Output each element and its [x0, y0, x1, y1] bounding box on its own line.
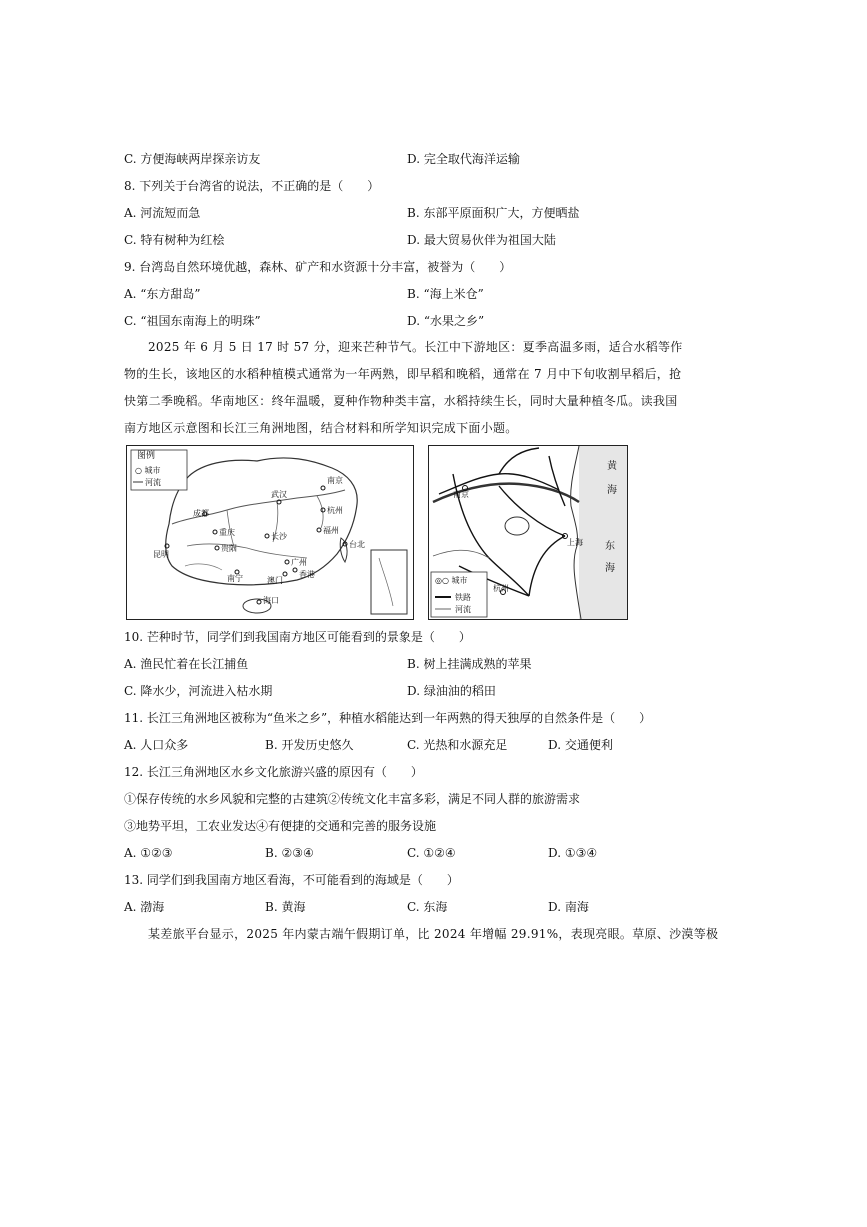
- q7-option-c: C. 方便海峡两岸探亲访友: [124, 152, 261, 166]
- city-label: 南京: [327, 476, 343, 485]
- map2-legend-city: ◎○ 城市: [435, 576, 468, 585]
- q10-option-a: A. 渔民忙着在长江捕鱼: [124, 657, 249, 671]
- q12-statement-1: ①保存传统的水乡风貌和完整的古建筑②传统文化丰富多彩，满足不同人群的旅游需求: [124, 792, 581, 806]
- q8-option-a: A. 河流短而急: [124, 206, 201, 220]
- q11-option-d: D. 交通便利: [548, 738, 613, 752]
- q12-option-d: D. ①③④: [548, 846, 598, 860]
- q11-option-b: B. 开发历史悠久: [265, 738, 354, 752]
- city-label: 香港: [299, 570, 315, 579]
- map1-legend-river: 河流: [145, 478, 161, 487]
- q13-stem: 13. 同学们到我国南方地区看海，不可能看到的海域是（ ）: [124, 873, 459, 887]
- q11-option-a: A. 人口众多: [124, 738, 189, 752]
- q9-stem: 9. 台湾岛自然环境优越，森林、矿产和水资源十分丰富，被誉为（ ）: [124, 260, 512, 274]
- city-label: 海口: [263, 596, 279, 605]
- southern-china-map-drawing: [127, 446, 413, 619]
- q12-option-a: A. ①②③: [124, 846, 173, 860]
- map1-legend-city: ○ 城市: [135, 466, 161, 475]
- city-label: 福州: [323, 526, 339, 535]
- city-label: 南京: [453, 490, 469, 499]
- city-label: 广州: [291, 558, 307, 567]
- map2-legend-rail: 铁路: [455, 593, 471, 602]
- q8-stem: 8. 下列关于台湾省的说法，不正确的是（ ）: [124, 179, 380, 193]
- q9-option-d: D. “水果之乡”: [407, 314, 485, 328]
- city-label: 贵阳: [221, 544, 237, 553]
- passage-mangzhong: 2025 年 6 月 5 日 17 时 57 分，迎来芒种节气。长江中下游地区：夏季高温多雨，适合水稻等作物的生长，该地区的水稻种植模式通常为一年两熟，即早稻和晚稻，通常在 7 月中下旬收割早稻后，抢快第二季晚稻。华南地区：终年温暖，夏种作物种类丰富，水稻持续生长，同时大量种植冬瓜。读我国南方地区示意图和长江三角洲地图，结合材料和所学知识完成下面小题。: [124, 340, 683, 435]
- q13-option-b: B. 黄海: [265, 900, 306, 914]
- sea-label: 黄: [607, 461, 617, 472]
- q8-option-c: C. 特有树种为红桧: [124, 233, 225, 247]
- q12-option-b: B. ②③④: [265, 846, 314, 860]
- q10-option-d: D. 绿油油的稻田: [407, 684, 496, 698]
- city-label: 重庆: [219, 528, 235, 537]
- yangtze-delta-map: [428, 445, 628, 620]
- map2-legend-river: 河流: [455, 605, 471, 614]
- passage-inner-mongolia: 某差旅平台显示，2025 年内蒙古端午假期订单，比 2024 年增幅 29.91%，表现亮眼。草原、沙漠等极: [148, 927, 719, 941]
- sea-label: 海: [607, 485, 617, 496]
- city-label: 南宁: [227, 574, 243, 583]
- southern-china-map: [126, 445, 414, 620]
- q11-option-c: C. 光热和水源充足: [407, 738, 508, 752]
- q13-option-d: D. 南海: [548, 900, 589, 914]
- q10-option-c: C. 降水少，河流进入枯水期: [124, 684, 273, 698]
- q13-option-a: A. 渤海: [124, 900, 165, 914]
- q10-stem: 10. 芒种时节，同学们到我国南方地区可能看到的景象是（ ）: [124, 630, 471, 644]
- city-label: 杭州: [493, 584, 509, 593]
- q12-stem: 12. 长江三角洲地区水乡文化旅游兴盛的原因有（ ）: [124, 765, 423, 779]
- city-label: 上海: [567, 538, 583, 547]
- q12-option-c: C. ①②④: [407, 846, 456, 860]
- q10-option-b: B. 树上挂满成熟的苹果: [407, 657, 532, 671]
- sea-label: 海: [605, 563, 615, 574]
- q9-option-b: B. “海上米仓”: [407, 287, 484, 301]
- city-label: 长沙: [271, 532, 287, 541]
- sea-label: 东: [605, 541, 615, 552]
- city-label: 昆明: [153, 550, 169, 559]
- q8-option-b: B. 东部平原面积广大，方便晒盐: [407, 206, 580, 220]
- q7-option-d: D. 完全取代海洋运输: [407, 152, 520, 166]
- city-label: 成都: [193, 509, 209, 518]
- city-label: 台北: [349, 540, 365, 549]
- city-label: 澳门: [267, 576, 283, 585]
- city-label: 武汉: [271, 490, 287, 499]
- q9-option-a: A. “东方甜岛”: [124, 287, 201, 301]
- q12-statement-2: ③地势平坦，工农业发达④有便捷的交通和完善的服务设施: [124, 819, 437, 833]
- city-label: 杭州: [327, 506, 343, 515]
- q13-option-c: C. 东海: [407, 900, 448, 914]
- q9-option-c: C. “祖国东南海上的明珠”: [124, 314, 261, 328]
- q11-stem: 11. 长江三角洲地区被称为“鱼米之乡”，种植水稻能达到一年两熟的得天独厚的自然条件是（ ）: [124, 711, 652, 725]
- q8-option-d: D. 最大贸易伙伴为祖国大陆: [407, 233, 556, 247]
- map1-legend-title: 图例: [137, 451, 156, 461]
